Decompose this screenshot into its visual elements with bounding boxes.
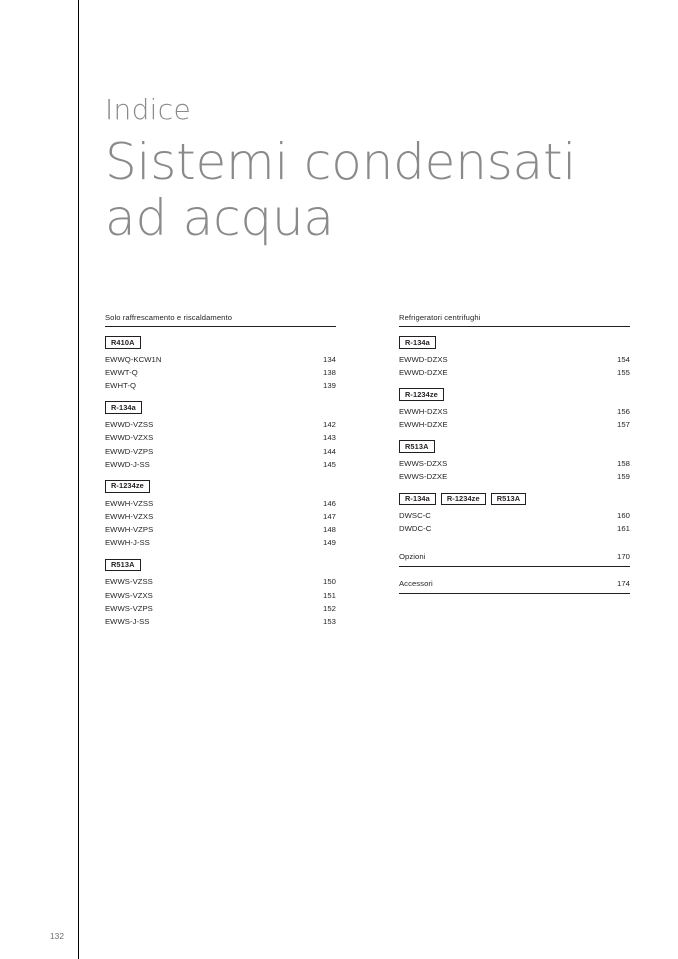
list-item[interactable] (105, 353, 336, 366)
page-number: 158 (617, 459, 630, 469)
refrigerant-tag-list (399, 336, 630, 349)
page-number: 142 (323, 420, 336, 430)
page-number: 150 (323, 577, 336, 587)
index-entry-list (105, 575, 336, 628)
index-group (399, 440, 630, 483)
index-group (105, 401, 336, 471)
page-number: 156 (617, 406, 630, 416)
folio-page-number: 132 (50, 931, 64, 941)
refrigerant-tag-list (105, 401, 336, 414)
page-number: 161 (617, 524, 630, 534)
list-item[interactable] (105, 523, 336, 536)
refrigerant-tag: R410A (105, 336, 141, 349)
page-number: 159 (617, 472, 630, 482)
model-label: EWWD-VZPS (105, 446, 154, 456)
page-title-block (105, 93, 645, 247)
column-heading: Solo raffrescamento e riscaldamento (105, 313, 336, 327)
page-number: 147 (323, 511, 336, 521)
page-number: 174 (617, 578, 630, 588)
index-columns (105, 313, 630, 628)
section-label: Opzioni (399, 551, 426, 561)
page-kicker: Indice (105, 93, 191, 126)
list-item[interactable] (399, 509, 630, 522)
list-item[interactable] (105, 418, 336, 431)
index-group (399, 388, 630, 431)
page-number: 153 (323, 616, 336, 626)
list-item[interactable] (105, 366, 336, 379)
model-label: EWHT-Q (105, 381, 137, 391)
index-group (105, 559, 336, 629)
index-group (105, 480, 336, 550)
index-group (399, 336, 630, 379)
index-group (399, 493, 630, 536)
index-entry-list (399, 457, 630, 483)
list-item[interactable] (105, 458, 336, 471)
model-label: EWWD-DZXE (399, 367, 448, 377)
index-entry-list (105, 353, 336, 393)
page-number: 151 (323, 590, 336, 600)
index-entry-list (399, 353, 630, 379)
refrigerant-tag-list (399, 440, 630, 453)
list-item[interactable] (105, 431, 336, 444)
page-number: 148 (323, 525, 336, 535)
list-item[interactable] (399, 550, 630, 567)
list-item[interactable] (399, 405, 630, 418)
index-extra-sections (399, 550, 630, 594)
list-item[interactable] (399, 522, 630, 535)
list-item[interactable] (105, 510, 336, 523)
page-number: 149 (323, 538, 336, 548)
model-label: EWWH-J-SS (105, 538, 150, 548)
model-label: EWWT-Q (105, 367, 138, 377)
index-entry-list (399, 509, 630, 535)
page-number: 146 (323, 498, 336, 508)
list-item[interactable] (399, 470, 630, 483)
refrigerant-tag: R-1234ze (399, 388, 444, 401)
model-label: EWWS-VZPS (105, 603, 153, 613)
index-entry-list (399, 405, 630, 431)
page-number: 155 (617, 367, 630, 377)
refrigerant-tag-list (105, 480, 336, 493)
refrigerant-tag-list (399, 388, 630, 401)
list-item[interactable] (105, 602, 336, 615)
list-item[interactable] (105, 497, 336, 510)
index-column-left (105, 313, 336, 628)
page-number: 152 (323, 603, 336, 613)
list-item[interactable] (105, 575, 336, 588)
list-item[interactable] (399, 457, 630, 470)
refrigerant-tag: R513A (399, 440, 435, 453)
index-column-right (399, 313, 630, 628)
model-label: EWWS-DZXS (399, 459, 448, 469)
page-number: 138 (323, 367, 336, 377)
model-label: EWWH-VZSS (105, 498, 154, 508)
index-entry-list (105, 418, 336, 471)
list-item[interactable] (399, 577, 630, 594)
model-label: EWWD-J-SS (105, 459, 150, 469)
refrigerant-tag-list (105, 559, 336, 572)
refrigerant-tag: R513A (491, 493, 527, 506)
model-label: EWWS-VZSS (105, 577, 153, 587)
page-number: 139 (323, 381, 336, 391)
refrigerant-tag: R-134a (105, 401, 142, 414)
list-item[interactable] (105, 445, 336, 458)
model-label: EWWQ-KCW1N (105, 354, 162, 364)
list-item[interactable] (105, 379, 336, 392)
left-margin-rule (78, 0, 79, 959)
page-title-line-1: Sistemi condensati (105, 133, 577, 191)
index-entry-list (105, 497, 336, 550)
index-group (105, 336, 336, 392)
model-label: EWWH-VZPS (105, 525, 154, 535)
list-item[interactable] (399, 366, 630, 379)
model-label: EWWD-VZXS (105, 433, 154, 443)
model-label: EWWH-DZXE (399, 420, 448, 430)
refrigerant-tag-list (105, 336, 336, 349)
page-title (105, 134, 645, 246)
refrigerant-tag: R-134a (399, 493, 436, 506)
model-label: EWWH-DZXS (399, 406, 448, 416)
refrigerant-tag-list (399, 493, 630, 506)
page-number: 154 (617, 354, 630, 364)
page-number: 160 (617, 511, 630, 521)
model-label: DWDC-C (399, 524, 432, 534)
page-number: 145 (323, 459, 336, 469)
list-item[interactable] (105, 589, 336, 602)
page-number: 157 (617, 420, 630, 430)
refrigerant-tag: R513A (105, 559, 141, 572)
model-label: EWWD-VZSS (105, 420, 154, 430)
page-number: 143 (323, 433, 336, 443)
model-label: DWSC-C (399, 511, 431, 521)
section-label: Accessori (399, 578, 433, 588)
list-item[interactable] (105, 615, 336, 628)
model-label: EWWS-J-SS (105, 616, 150, 626)
model-label: EWWS-DZXE (399, 472, 448, 482)
page-number: 170 (617, 551, 630, 561)
model-label: EWWH-VZXS (105, 511, 154, 521)
model-label: EWWD-DZXS (399, 354, 448, 364)
page-number: 134 (323, 354, 336, 364)
list-item[interactable] (105, 536, 336, 549)
page-number: 144 (323, 446, 336, 456)
list-item[interactable] (399, 418, 630, 431)
refrigerant-tag: R-1234ze (105, 480, 150, 493)
list-item[interactable] (399, 353, 630, 366)
refrigerant-tag: R-1234ze (441, 493, 486, 506)
column-heading: Refrigeratori centrifughi (399, 313, 630, 327)
refrigerant-tag: R-134a (399, 336, 436, 349)
page-title-line-2: ad acqua (105, 189, 334, 247)
model-label: EWWS-VZXS (105, 590, 153, 600)
